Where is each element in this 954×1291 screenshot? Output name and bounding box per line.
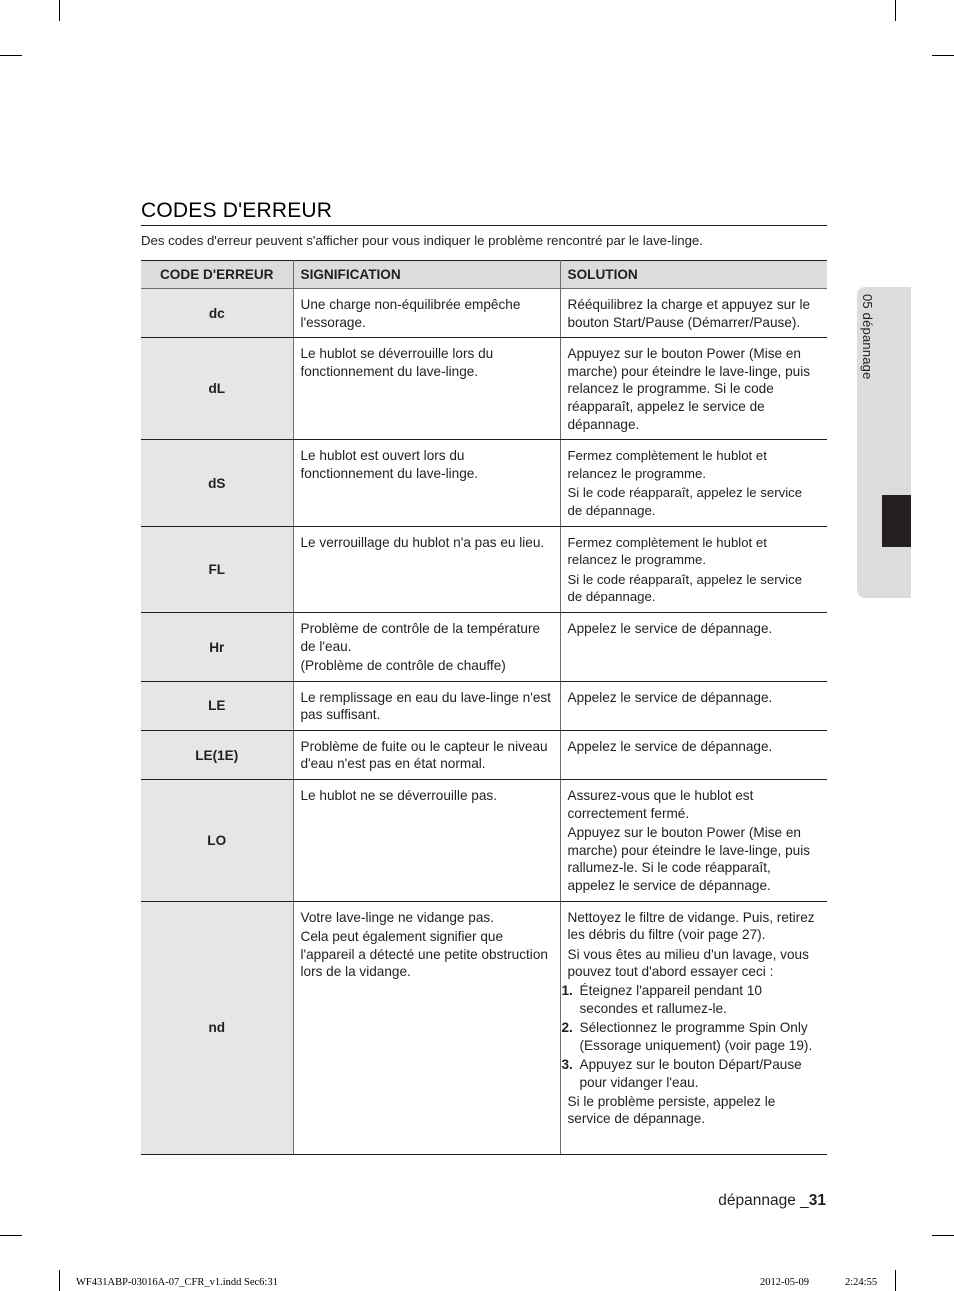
table-row — [141, 780, 827, 902]
error-code: LO — [141, 780, 293, 902]
crop-mark — [59, 1270, 60, 1291]
meaning-text: Problème de contrôle de la température de l'eau. — [300, 620, 541, 654]
page-footer — [718, 1192, 826, 1210]
list-item — [562, 982, 821, 1017]
footer-section: dépannage _ — [718, 1192, 809, 1209]
print-slug-date: 2012-05-09 — [760, 1277, 809, 1288]
meaning-cell — [293, 440, 560, 526]
solution-cell — [560, 901, 827, 1154]
crop-mark — [0, 55, 22, 56]
steps-list — [561, 982, 821, 1092]
table-row — [141, 289, 827, 338]
table-row — [141, 901, 827, 1154]
meaning-text: Le hublot ne se déverrouille pas. — [300, 788, 497, 804]
header-meaning: SIGNIFICATION — [293, 261, 560, 289]
table-row — [141, 612, 827, 681]
page-number: 31 — [808, 1192, 826, 1209]
error-codes-table — [141, 260, 827, 1155]
meaning-cell — [293, 338, 560, 440]
solution-cell — [560, 289, 827, 338]
table-row — [141, 440, 827, 526]
error-code: LE — [141, 681, 293, 730]
step-number: 1. — [561, 983, 573, 998]
crop-mark — [932, 1235, 954, 1236]
chapter-tab-label: 05 dépannage — [860, 294, 875, 380]
print-slug-file: WF431ABP-03016A-07_CFR_v1.indd Sec6:31 — [76, 1277, 278, 1288]
header-code: CODE D'ERREUR — [141, 261, 293, 289]
meaning-cell — [293, 901, 560, 1154]
meaning-cell — [293, 780, 560, 902]
table-row — [141, 526, 827, 612]
intro-text: Des codes d'erreur peuvent s'afficher pour vous indiquer le problème rencontré par le lave-linge. — [141, 233, 703, 248]
solution-cell — [560, 681, 827, 730]
meaning-text: Le hublot est ouvert lors du fonctionnement du lave-linge. — [300, 448, 479, 481]
solution-cell — [560, 440, 827, 526]
error-code: dc — [141, 289, 293, 338]
meaning-text: Le remplissage en eau du lave-linge n'est pas suffisant. — [300, 689, 551, 723]
meaning-cell — [293, 526, 560, 612]
solution-text: Appelez le service de dépannage. — [567, 620, 773, 636]
meaning-text: Une charge non-équilibrée empêche l'essorage. — [300, 297, 521, 330]
chapter-tab-marker — [882, 495, 911, 547]
meaning-cell — [293, 681, 560, 730]
meaning-text: Votre lave-linge ne vidange pas. — [300, 909, 494, 925]
solution-text: Rééquilibrez la charge et appuyez sur le bouton Start/Pause (Démarrer/Pause). — [567, 297, 811, 330]
solution-text: Si le problème persiste, appelez le service de dépannage. — [567, 1093, 776, 1127]
solution-cell — [560, 612, 827, 681]
solution-text: Fermez complètement le hublot et relancez le programme. — [567, 534, 767, 568]
solution-text: Si vous êtes au milieu d'un lavage, vous pouvez tout d'abord essayer ceci : — [567, 946, 809, 980]
list-item — [562, 1056, 821, 1091]
step-number: 2. — [561, 1020, 573, 1036]
step-number: 3. — [561, 1057, 573, 1073]
meaning-text: Le verrouillage du hublot n'a pas eu lieu. — [300, 534, 545, 550]
meaning-cell — [293, 612, 560, 681]
meaning-text: Problème de fuite ou le capteur le niveau d'eau n'est pas en état normal. — [300, 738, 548, 772]
error-code: dL — [141, 338, 293, 440]
solution-cell — [560, 780, 827, 902]
step-text: Éteignez l'appareil pendant 10 secondes et rallumez-le. — [579, 983, 762, 1016]
crop-mark — [895, 0, 896, 21]
error-code: LE(1E) — [141, 730, 293, 779]
table-row — [141, 730, 827, 779]
error-code: FL — [141, 526, 293, 612]
step-text: Sélectionnez le programme Spin Only (Essorage uniquement) (voir page 19). — [579, 1020, 813, 1053]
table-row — [141, 338, 827, 440]
crop-mark — [932, 55, 954, 56]
solution-cell — [560, 338, 827, 440]
header-solution: SOLUTION — [560, 261, 827, 289]
print-slug-time: 2:24:55 — [845, 1277, 878, 1288]
crop-mark — [895, 1270, 896, 1291]
solution-cell — [560, 526, 827, 612]
page-title: CODES D'ERREUR — [141, 199, 827, 226]
meaning-cell — [293, 289, 560, 338]
meaning-text: (Problème de contrôle de chauffe) — [300, 658, 506, 674]
step-text: Appuyez sur le bouton Départ/Pause pour vidanger l'eau. — [579, 1057, 802, 1090]
solution-text: Assurez-vous que le hublot est correctement fermé. — [567, 788, 754, 821]
solution-text: Appuyez sur le bouton Power (Mise en marche) pour éteindre le lave-linge, puis relancez le programme. Si le code réapparaît, appelez le service de dépannage. — [567, 346, 811, 432]
solution-text: Appelez le service de dépannage. — [567, 689, 773, 705]
table-header-row — [141, 261, 827, 289]
crop-mark — [0, 1235, 22, 1236]
error-code: dS — [141, 440, 293, 526]
meaning-cell — [293, 730, 560, 779]
solution-cell — [560, 730, 827, 779]
solution-text: Appelez le service de dépannage. — [567, 738, 773, 754]
solution-text: Nettoyez le filtre de vidange. Puis, retirez les débris du filtre (voir page 27). — [567, 909, 815, 943]
meaning-text: Le hublot se déverrouille lors du fonctionnement du lave-linge. — [300, 346, 494, 379]
table-row — [141, 681, 827, 730]
solution-text: Fermez complètement le hublot et relancez le programme. — [567, 448, 767, 481]
crop-mark — [59, 0, 60, 21]
solution-text: Appuyez sur le bouton Power (Mise en marche) pour éteindre le lave-linge, puis rallumez-le. Si le code réapparaît, appelez le service de dépannage. — [567, 825, 811, 894]
meaning-text: Cela peut également signifier que l'appareil a détecté une petite obstruction lors de la vidange. — [300, 929, 548, 980]
list-item — [562, 1019, 821, 1054]
error-code: Hr — [141, 612, 293, 681]
solution-text: Si le code réapparaît, appelez le service de dépannage. — [567, 485, 803, 518]
solution-text: Si le code réapparaît, appelez le service de dépannage. — [567, 571, 803, 605]
error-code: nd — [141, 901, 293, 1154]
